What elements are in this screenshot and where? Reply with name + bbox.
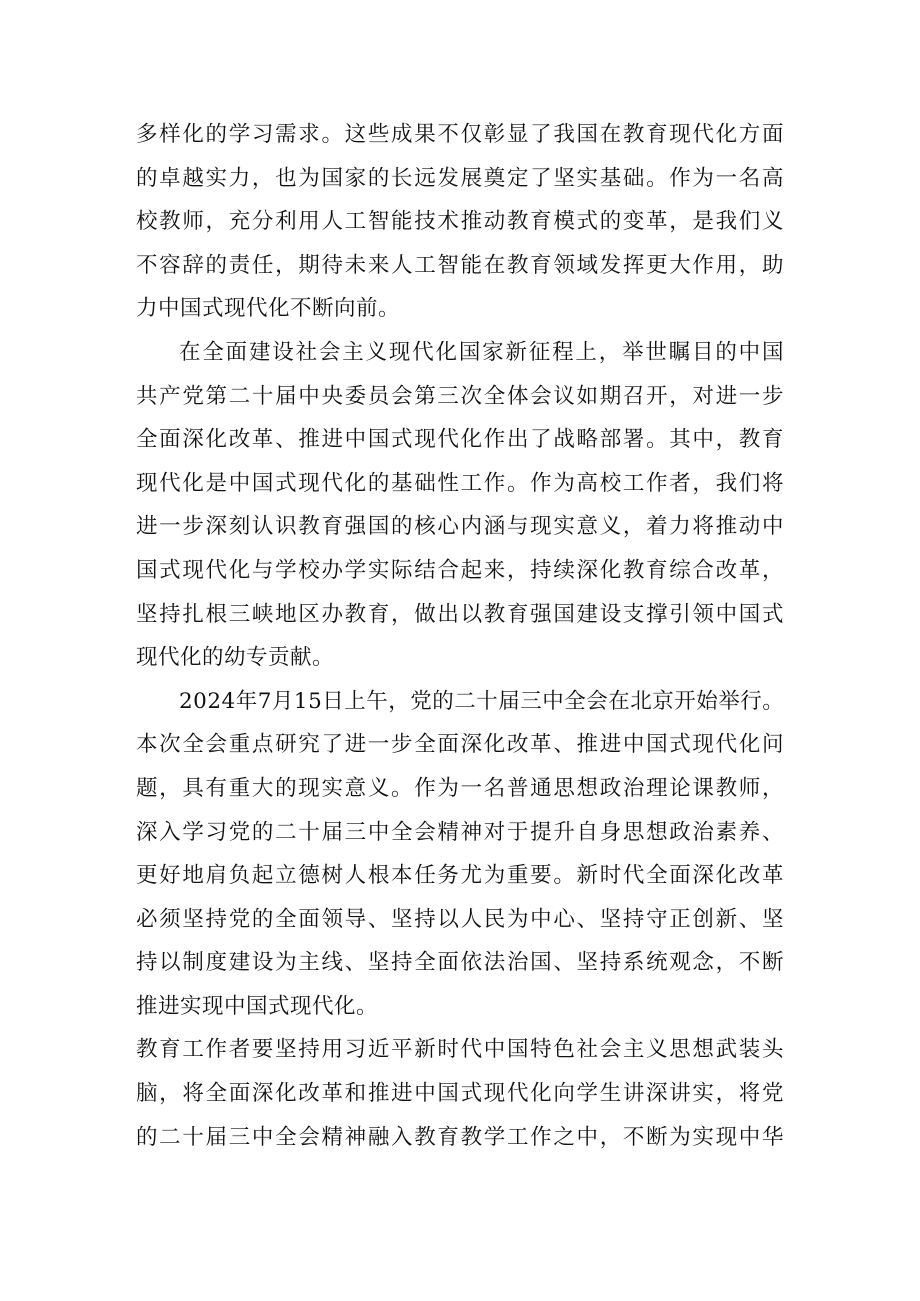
text-line: 更好地肩负起立德树人根本任务尤为重要。新时代全面深化改革 xyxy=(136,863,784,889)
text-line: 不容辞的责任，期待未来人工智能在教育领域发挥更大作用，助 xyxy=(136,252,784,278)
text-line: 脑，将全面深化改革和推进中国式现代化向学生讲深讲实，将党 xyxy=(136,1081,784,1107)
text-line: 坚持扎根三峡地区办教育，做出以教育强国建设支撑引领中国式 xyxy=(136,601,784,627)
text-line: 的二十届三中全会精神融入教育教学工作之中，不断为实现中华 xyxy=(136,1124,784,1150)
text-line: 持以制度建设为主线、坚持全面依法治国、坚持系统观念，不断 xyxy=(136,950,784,976)
document-body xyxy=(136,113,784,1159)
text-line: 题，具有重大的现实意义。作为一名普通思想政治理论课教师， xyxy=(136,775,784,801)
text-line: 共产党第二十届中央委员会第三次全体会议如期召开，对进一步 xyxy=(136,383,784,409)
text-line: 教育工作者要坚持用习近平新时代中国特色社会主义思想武装头 xyxy=(136,1037,784,1063)
text-line: 推进实现中国式现代化。 xyxy=(136,993,379,1019)
text-line: 现代化是中国式现代化的基础性工作。作为高校工作者，我们将 xyxy=(136,470,784,496)
text-line: 2024年7月15日上午，党的二十届三中全会在北京开始举行。 xyxy=(179,688,785,714)
text-line: 必须坚持党的全面领导、坚持以人民为中心、坚持守正创新、坚 xyxy=(136,906,784,932)
paragraph xyxy=(136,113,784,331)
text-line: 现代化的幼专贡献。 xyxy=(136,645,335,671)
text-line: 全面深化改革、推进中国式现代化作出了战略部署。其中，教育 xyxy=(136,427,784,453)
text-line: 本次全会重点研究了进一步全面深化改革、推进中国式现代化问 xyxy=(136,732,784,758)
text-line: 深入学习党的二十届三中全会精神对于提升自身思想政治素养、 xyxy=(136,819,784,845)
text-line: 在全面建设社会主义现代化国家新征程上，举世瞩目的中国 xyxy=(179,339,784,365)
paragraph xyxy=(136,331,784,680)
text-line: 国式现代化与学校办学实际结合起来，持续深化教育综合改革， xyxy=(136,557,784,583)
text-line: 多样化的学习需求。这些成果不仅彰显了我国在教育现代化方面 xyxy=(136,122,784,147)
text-line: 的卓越实力，也为国家的长远发展奠定了坚实基础。作为一名高 xyxy=(136,165,784,191)
paragraph xyxy=(136,1028,784,1159)
text-line: 力中国式现代化不断向前。 xyxy=(136,296,401,322)
text-line: 校教师，充分利用人工智能技术推动教育模式的变革，是我们义 xyxy=(136,209,784,235)
text-line: 进一步深刻认识教育强国的核心内涵与现实意义，着力将推动中 xyxy=(136,514,784,540)
paragraph xyxy=(136,680,784,1029)
